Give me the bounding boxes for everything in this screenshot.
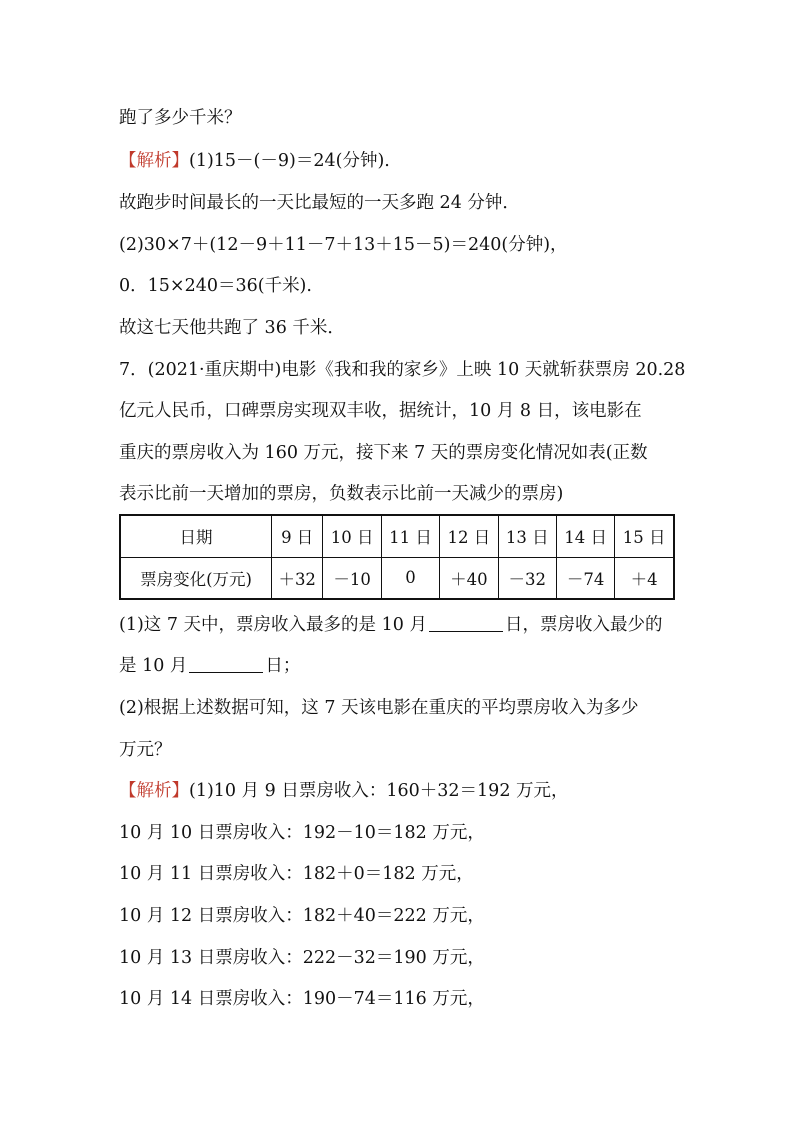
sub-question-2-line-1: (2)根据上述数据可知，这 7 天该电影在重庆的平均票房收入为多少 — [119, 698, 639, 718]
table-cell-change: 0 — [381, 557, 439, 599]
sub1-text-b: 日，票房收入最少的 — [504, 615, 663, 635]
solution-line-4: 10 月 12 日票房收入：182＋40＝222 万元， — [119, 906, 485, 926]
sub1-text-d: 日； — [265, 656, 301, 676]
table-cell-date: 15 日 — [615, 515, 674, 557]
table-cell-change: ＋32 — [272, 557, 323, 599]
q7-line-1: 7．(2021·重庆期中)电影《我和我的家乡》上映 10 天就斩获票房 20.28 — [119, 360, 686, 380]
answer-blank-min[interactable] — [189, 654, 263, 673]
table-cell-change: －10 — [323, 557, 381, 599]
table-cell-date: 14 日 — [556, 515, 614, 557]
q7-line-4: 表示比前一天增加的票房，负数表示比前一天减少的票房) — [119, 484, 564, 504]
part2-conclusion: 故这七天他共跑了 36 千米． — [119, 318, 345, 338]
table-cell-date: 11 日 — [381, 515, 439, 557]
solution-text: (1)10 月 9 日票房收入：160＋32＝192 万元， — [189, 781, 569, 801]
sub1-text-a: (1)这 7 天中，票房收入最多的是 10 月 — [119, 615, 427, 635]
table-cell-change: －32 — [498, 557, 556, 599]
part1-conclusion: 故跑步时间最长的一天比最短的一天多跑 24 分钟． — [119, 193, 520, 213]
table-cell-change: －74 — [556, 557, 614, 599]
table-header-date: 日期 — [120, 515, 272, 557]
answer-tag: 【解析】 — [119, 781, 189, 801]
sub1-text-c: 是 10 月 — [119, 656, 188, 676]
part1-calc: (1)15－(－9)＝24(分钟). — [189, 151, 390, 171]
table-row-changes — [120, 557, 674, 599]
box-office-table — [119, 514, 675, 600]
table-row-dates — [120, 515, 674, 557]
solution-line-6: 10 月 14 日票房收入：190－74＝116 万元， — [119, 989, 485, 1009]
q7-line-2: 亿元人民币，口碑票房实现双丰收，据统计，10 月 8 日，该电影在 — [119, 401, 642, 421]
table-cell-date: 13 日 — [498, 515, 556, 557]
part2-calc: (2)30×7＋(12－9＋11－7＋13＋15－5)＝240(分钟)， — [119, 235, 568, 255]
q7-line-3: 重庆的票房收入为 160 万元，接下来 7 天的票房变化情况如表(正数 — [119, 443, 648, 463]
answer-tag: 【解析】 — [119, 151, 189, 171]
solution-line-5: 10 月 13 日票房收入：222－32＝190 万元， — [119, 948, 485, 968]
table-cell-change: ＋40 — [440, 557, 498, 599]
solution-line-3: 10 月 11 日票房收入：182＋0＝182 万元， — [119, 864, 474, 884]
sub-question-2-line-2: 万元？ — [119, 740, 172, 760]
table-cell-change: ＋4 — [615, 557, 674, 599]
table-cell-date: 10 日 — [323, 515, 381, 557]
table-header-change: 票房变化(万元) — [120, 557, 272, 599]
sub-question-1-line-1 — [119, 613, 662, 637]
solution-line-1 — [119, 779, 569, 803]
answer-line-1 — [119, 149, 390, 173]
part2-calc2: 0．15×240＝36(千米). — [119, 276, 312, 296]
solution-line-2: 10 月 10 日票房收入：192－10＝182 万元， — [119, 823, 485, 843]
sub-question-1-line-2 — [119, 654, 300, 678]
table-cell-date: 12 日 — [440, 515, 498, 557]
question-tail: 跑了多少千米？ — [119, 108, 242, 128]
table-cell-date: 9 日 — [272, 515, 323, 557]
answer-blank-max[interactable] — [429, 613, 503, 632]
